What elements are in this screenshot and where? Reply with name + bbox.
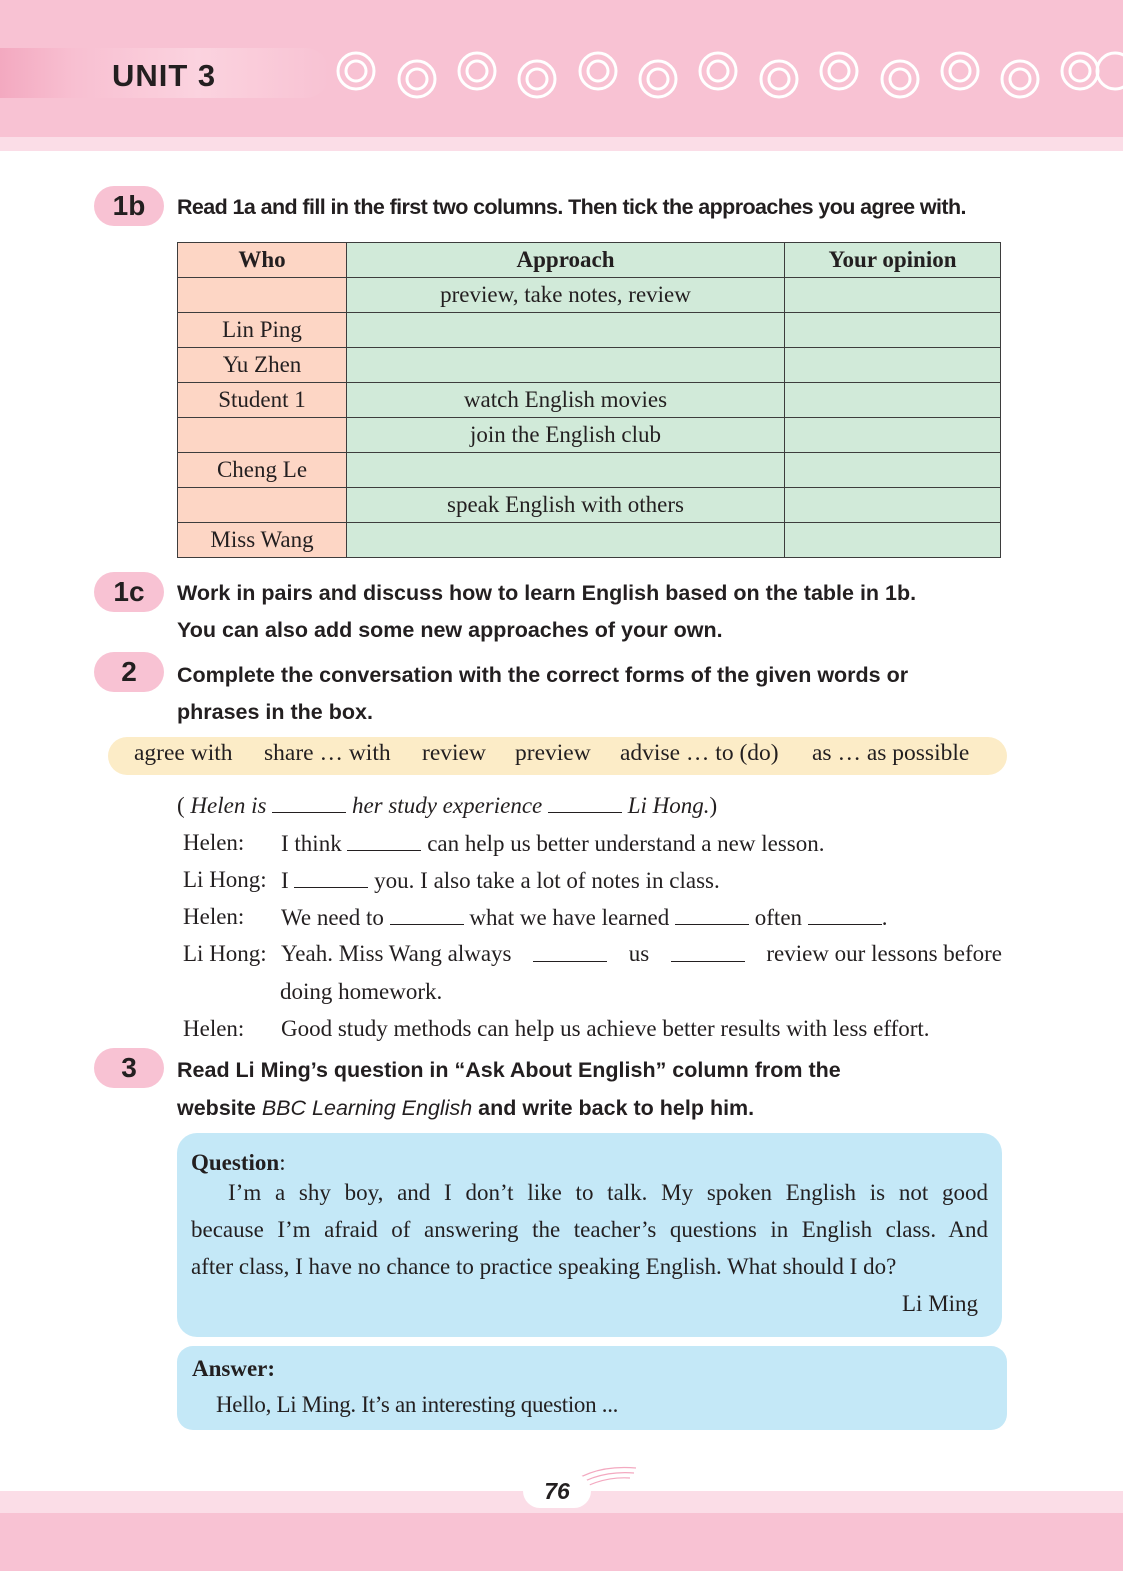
blank[interactable] [294, 867, 368, 888]
task-1b-instruction: Read 1a and fill in the first two columns. Then tick the approaches you agree with. [177, 195, 966, 219]
cell-who[interactable]: Miss Wang [178, 523, 347, 558]
cell-opinion[interactable] [785, 348, 1001, 383]
line-text: I [281, 868, 289, 893]
word-box [108, 737, 1007, 775]
answer-label: Answer: [192, 1356, 276, 1381]
answer-text: Hello, Li Ming. It’s an interesting question ... [216, 1392, 619, 1417]
task-3-line1: Read Li Ming’s question in “Ask About English” column from the [177, 1058, 841, 1082]
word-option: as … as possible [812, 740, 970, 766]
cell-approach[interactable] [347, 453, 785, 488]
footer-band [0, 1513, 1123, 1571]
column-header-opinion: Your opinion [785, 243, 1001, 278]
cell-opinion[interactable] [785, 453, 1001, 488]
conversation-line [281, 830, 824, 857]
conversation-speaker: Helen: [183, 904, 245, 929]
intro-part: her study experience [351, 793, 543, 818]
intro-close: ) [709, 793, 718, 818]
task-2-number: 2 [94, 652, 164, 692]
blank[interactable] [390, 904, 464, 925]
blank[interactable] [671, 941, 745, 962]
conversation-line [281, 904, 888, 931]
task-3-number: 3 [94, 1048, 164, 1088]
line-text: you. I also take a lot of notes in class. [374, 868, 720, 893]
cell-opinion[interactable] [785, 313, 1001, 348]
cell-approach[interactable] [347, 523, 785, 558]
unit-title: UNIT 3 [112, 58, 217, 93]
word-option: share … with [264, 740, 391, 766]
blank[interactable] [533, 941, 607, 962]
table-row [178, 523, 1001, 558]
line-text: can help us better understand a new lesson. [427, 831, 825, 856]
column-header-approach: Approach [347, 243, 785, 278]
word-option: preview [515, 740, 591, 766]
blank[interactable] [808, 904, 882, 925]
cell-who[interactable] [178, 488, 347, 523]
task-1c-line2: You can also add some new approaches of your own. [177, 618, 723, 642]
conversation-line [281, 941, 1002, 967]
table-row [178, 418, 1001, 453]
question-line: I’m a shy boy, and I don’t like to talk. My spoken English is not good [228, 1180, 988, 1205]
conversation-line [281, 867, 720, 894]
line-text: I think [281, 831, 342, 856]
approach-table [177, 242, 1001, 558]
conversation-speaker: Li Hong: [183, 941, 267, 966]
task-2-line2: phrases in the box. [177, 700, 373, 724]
intro-part: Helen is [190, 793, 267, 818]
cell-opinion[interactable] [785, 383, 1001, 418]
line-text: us [628, 941, 650, 966]
cell-approach[interactable]: preview, take notes, review [347, 278, 785, 313]
cell-approach[interactable] [347, 348, 785, 383]
line-text: often [754, 905, 803, 930]
cell-approach[interactable]: watch English movies [347, 383, 785, 418]
word-option: advise … to (do) [620, 740, 779, 766]
conversation-speaker: Li Hong: [183, 867, 267, 892]
table-row [178, 453, 1001, 488]
blank[interactable] [675, 904, 749, 925]
page-number: 76 [523, 1474, 591, 1508]
cell-approach[interactable] [347, 313, 785, 348]
table-row [178, 313, 1001, 348]
table-row [178, 488, 1001, 523]
task-3-text: website [177, 1096, 262, 1120]
word-option: agree with [134, 740, 233, 766]
table-row [178, 383, 1001, 418]
conversation-line: Good study methods can help us achieve better results with less effort. [281, 1016, 930, 1041]
line-text: . [881, 905, 888, 930]
cell-opinion[interactable] [785, 418, 1001, 453]
line-text: Yeah. Miss Wang always [281, 941, 512, 966]
cell-opinion[interactable] [785, 278, 1001, 313]
line-text: We need to [281, 905, 384, 930]
conversation-speaker: Helen: [183, 1016, 245, 1041]
conversation-line-continued: doing homework. [280, 979, 443, 1004]
task-1c-line1: Work in pairs and discuss how to learn English based on the table in 1b. [177, 581, 917, 605]
task-1c-number: 1c [94, 572, 164, 612]
website-name: BBC Learning English [261, 1096, 473, 1120]
blank[interactable] [548, 792, 622, 813]
cell-who[interactable]: Lin Ping [178, 313, 347, 348]
header-stripe [0, 137, 1123, 151]
conversation-intro [177, 792, 717, 819]
cell-who[interactable] [178, 418, 347, 453]
cell-who[interactable]: Student 1 [178, 383, 347, 418]
table-header-row [178, 243, 1001, 278]
cell-who[interactable]: Yu Zhen [178, 348, 347, 383]
cell-who[interactable] [178, 278, 347, 313]
line-text: review our lessons before [766, 941, 1002, 966]
cell-approach[interactable]: speak English with others [347, 488, 785, 523]
word-option: review [422, 740, 486, 766]
task-3-line2 [177, 1090, 1003, 1127]
column-header-who: Who [178, 243, 347, 278]
question-line: after class, I have no chance to practice speaking English. What should I do? [191, 1254, 897, 1279]
task-2-line1: Complete the conversation with the correct forms of the given words or [177, 663, 909, 687]
intro-open: ( [177, 793, 191, 818]
table-row [178, 278, 1001, 313]
question-colon: : [279, 1150, 286, 1175]
question-signature: Li Ming [902, 1291, 979, 1316]
conversation-speaker: Helen: [183, 830, 245, 855]
line-text: what we have learned [469, 905, 670, 930]
blank[interactable] [347, 830, 421, 851]
cell-opinion[interactable] [785, 523, 1001, 558]
question-label-text: Question [191, 1150, 280, 1175]
cell-approach[interactable]: join the English club [347, 418, 785, 453]
task-1b-number: 1b [94, 186, 164, 226]
cell-who[interactable]: Cheng Le [178, 453, 347, 488]
question-label [191, 1150, 286, 1176]
question-line: because I’m afraid of answering the teacher’s questions in English class. And [191, 1217, 988, 1242]
task-3-text: and write back to help him. [472, 1096, 755, 1120]
ring-circles-decoration-icon [330, 44, 1123, 114]
intro-part: Li Hong. [627, 793, 710, 818]
table-row [178, 348, 1001, 383]
blank[interactable] [272, 792, 346, 813]
cell-opinion[interactable] [785, 488, 1001, 523]
